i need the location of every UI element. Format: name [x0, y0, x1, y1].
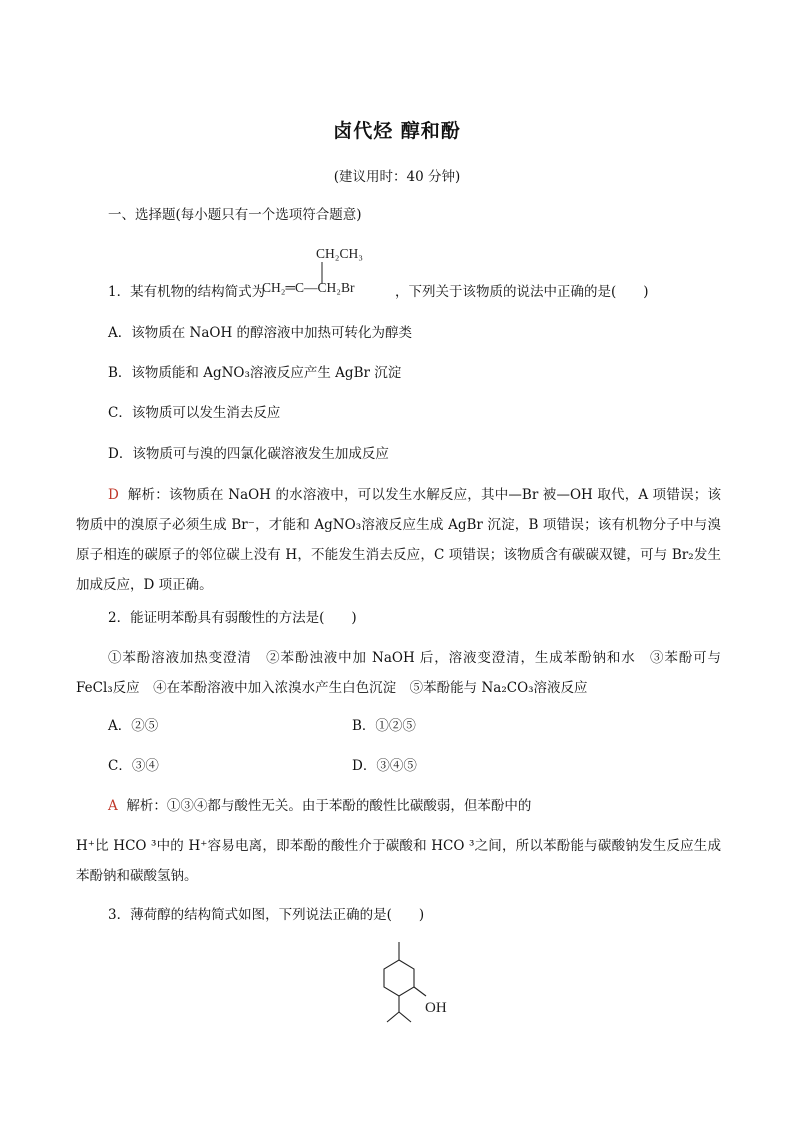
q1-option-b: B．该物质能和 AgNO₃溶液反应产生 AgBr 沉淀 — [108, 365, 402, 381]
menthol-oh-label: OH — [425, 1000, 447, 1016]
q2-stem: 2．能证明苯酚具有弱酸性的方法是( ) — [108, 610, 357, 626]
q2-option-b: B．①②⑤ — [352, 718, 416, 734]
q2-answer: A — [108, 798, 118, 814]
q2-option-c: C．③④ — [108, 758, 159, 774]
q2-analysis-text-1: 解析：①③④都与酸性无关。由于苯酚的酸性比碳酸弱，但苯酚中的 — [126, 798, 532, 814]
q1-analysis-text: 解析：该物质在 NaOH 的水溶液中，可以发生水解反应，其中—Br 被—OH 取代，A 项错误；该物质中的溴原子必须生成 Br⁻，才能和 AgNO₃溶液反应生成 AgBr 沉淀，B 项错误；该有机物分子中与溴原子相连的碳原子的邻位碳上没有 H，不能发生消去反应，C 项错误；该物质含有碳碳双键，可与 Br₂发生加成反应，D 项正确。 — [76, 487, 721, 593]
q2-analysis-line1 — [108, 797, 531, 815]
q2-statements: ①苯酚溶液加热变澄清 ②苯酚浊液中加 NaOH 后，溶液变澄清，生成苯酚钠和水 ③苯酚可与 FeCl₃反应 ④在苯酚溶液中加入浓溴水产生白色沉淀 ⑤苯酚能与 Na₂CO₃溶液反应 — [76, 650, 721, 696]
q1-option-a: A．该物质在 NaOH 的醇溶液中加热可转化为醇类 — [108, 325, 413, 341]
q1-option-d: D．该物质可与溴的四氯化碳溶液发生加成反应 — [108, 446, 389, 462]
page-title: 卤代烃 醇和酚 — [333, 120, 461, 142]
q3-stem: 3．薄荷醇的结构简式如图，下列说法正确的是( ) — [108, 907, 425, 923]
section-heading: 一、选择题(每小题只有一个选项符合题意) — [108, 207, 362, 223]
q2-analysis-rest: H⁺比 HCO ³中的 H⁺容易电离，即苯酚的酸性介于碳酸和 HCO ³之间，所以苯酚能与碳酸钠发生反应生成苯酚钠和碳酸氢钠。 — [76, 838, 721, 884]
q1-analysis — [76, 480, 721, 600]
q1-stem-suffix: ，下列关于该物质的说法中正确的是( ) — [395, 284, 649, 300]
q1-option-c: C．该物质可以发生消去反应 — [108, 405, 281, 421]
q2-option-d: D．③④⑤ — [352, 758, 417, 774]
q1-structure-branch: CH₂CH₃ — [316, 246, 363, 261]
menthol-structure — [370, 940, 480, 1030]
q1-stem-prefix: 1．某有机物的结构简式为 — [108, 284, 266, 300]
q1-answer: D — [108, 487, 119, 503]
time-suggestion: (建议用时：40 分钟) — [333, 169, 461, 185]
q1-structure-main-chain: CH₂═C—CH₂Br — [262, 280, 355, 295]
q2-option-a: A．②⑤ — [108, 718, 159, 734]
